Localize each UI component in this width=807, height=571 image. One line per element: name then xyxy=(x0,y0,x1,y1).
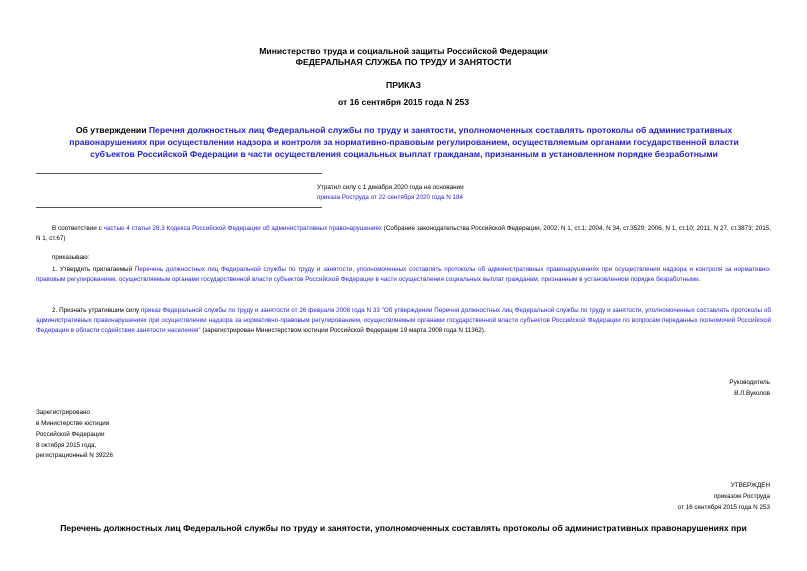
preamble-suffix: (Собрание законодательства Российской Федерации, 2002, N 1, ст.1; 2004, N 34, ст.3529; 2006, N 1, ст.10; 2011, N 27, ст.3873; 2015, N 1, ст.67) xyxy=(36,225,772,242)
item-2 xyxy=(36,306,771,336)
separator-top xyxy=(36,173,322,174)
item-2-prefix: 2. Признать утратившим силу xyxy=(52,307,142,314)
item-2-link[interactable]: приказ Федеральной службы по труду и занятости от 26 февраля 2008 года N 33 "Об утверждении Перечня должностных лиц Федеральной службы по труду и занятости, уполномоченных составлять протоколы об административных правонарушениях при осуществлении надзора за нормативно-правовым регулированием, осуществляемым органами государственной власти субъектов Российской Федерации по вопросам переданных полномочий Российской Федерации в области содействия занятости населения" xyxy=(36,307,771,334)
item-1-suffix: . xyxy=(698,276,701,283)
ministry-name: Министерство труда и социальной защиты Российской Федерации xyxy=(259,46,548,56)
title-prefix: Об утверждении xyxy=(75,125,149,135)
item-1-link[interactable]: Перечень должностных лиц Федеральной службы по труду и занятости, уполномоченных составлять протоколы об административных правонарушениях при осуществлении надзора и контроля за нормативно-правовым регулированием, осуществляемым органами государственной власти субъектов Российской Федерации в части осуществления социальных выплат гражданам, признанным в установленном порядке безработными xyxy=(36,266,771,283)
document-title xyxy=(48,124,760,160)
appendix-title: Перечень должностных лиц Федеральной службы по труду и занятости, уполномоченных составлять протоколы об административных правонарушениях при xyxy=(60,523,747,533)
registration-line-5: регистрационный N 39226 xyxy=(36,452,114,459)
doc-date: от 16 сентября 2015 года N 253 xyxy=(337,97,470,107)
signature-name: В.Л.Вуколов xyxy=(734,390,770,397)
item-2-suffix: (зарегистрирован Министерством юстиции Российской Федерации 19 марта 2008 года N 11362). xyxy=(200,327,486,334)
approval-by-order: приказом Роструда xyxy=(713,493,770,500)
doc-type: ПРИКАЗ xyxy=(386,80,421,90)
item-1-prefix: 1. Утвердить прилагаемый xyxy=(52,266,135,273)
preamble xyxy=(36,224,771,244)
title-link[interactable]: Перечня должностных лиц Федеральной службы по труду и занятости, уполномоченных составлять протоколы об административных правонарушениях при осуществлении надзора и контроля за нормативно-правовым регулированием, осуществляемым органами государственной власти субъектов Российской Федерации в части осуществления социальных выплат гражданам, признанным в установленном порядке безработными xyxy=(69,125,739,159)
registration-line-1: Зарегистрировано xyxy=(36,409,90,416)
service-name: ФЕДЕРАЛЬНАЯ СЛУЖБА ПО ТРУДУ И ЗАНЯТОСТИ xyxy=(295,57,512,67)
registration-line-4: 8 октября 2015 года, xyxy=(36,442,97,449)
preamble-link[interactable]: частью 4 статьи 28.3 Кодекса Российской Федерации об административных правонарушениях xyxy=(103,225,382,232)
approval-approved: УТВЕРЖДЕН xyxy=(730,482,770,489)
registration-line-2: в Министерстве юстиции xyxy=(36,420,110,427)
separator-bottom xyxy=(36,207,322,208)
preamble-prefix: В соответствии с xyxy=(52,225,104,232)
expiry-link[interactable]: приказа Роструда от 22 сентября 2020 года N 184 xyxy=(317,194,464,201)
approval-date: от 16 сентября 2015 года N 253 xyxy=(677,504,770,511)
registration-line-3: Российской Федерации xyxy=(36,431,105,438)
expiry-line1: Утратил силу с 1 декабря 2020 года на основании xyxy=(317,184,464,191)
item-1 xyxy=(36,265,771,285)
signature-position: Руководитель xyxy=(729,379,770,386)
order-word: приказываю: xyxy=(52,254,90,261)
